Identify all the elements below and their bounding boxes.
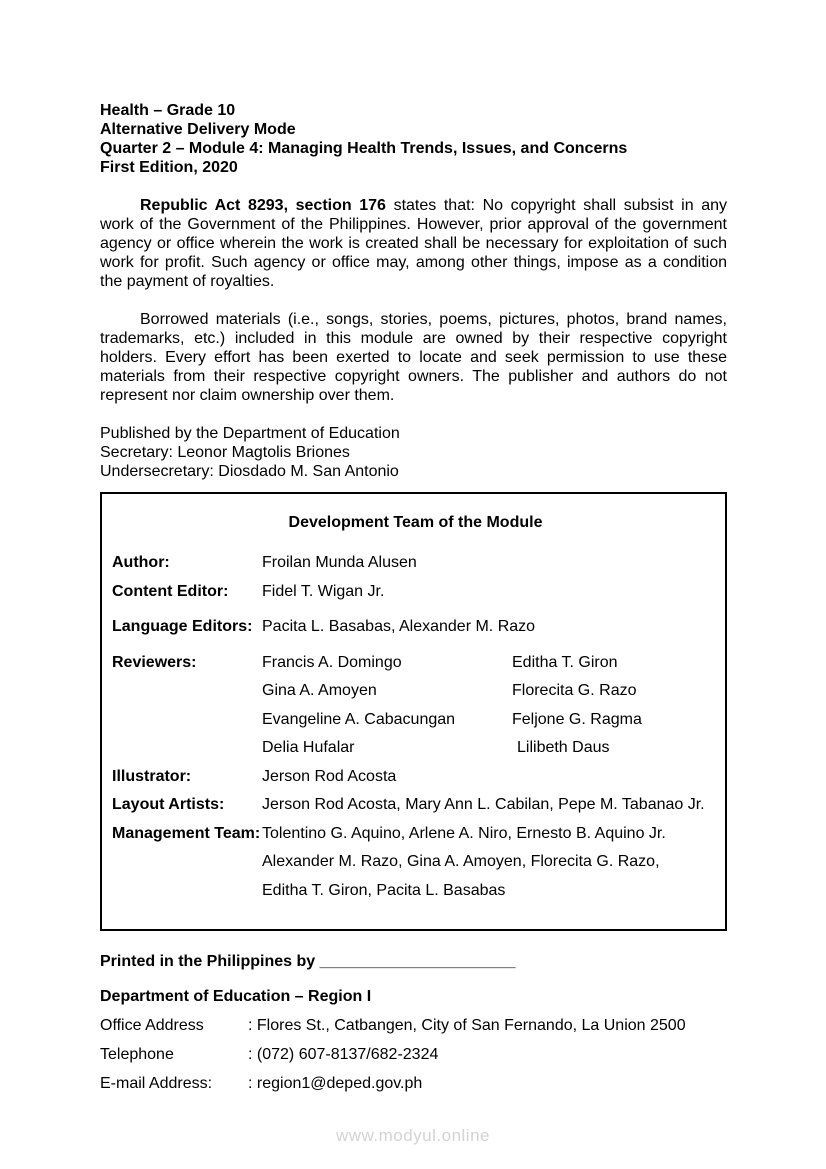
header-module-title-line: Quarter 2 – Module 4: Managing Health Trends, Issues, and Concerns bbox=[100, 140, 628, 157]
management-team-line: Tolentino G. Aquino, Arlene A. Niro, Ernesto B. Aquino Jr. bbox=[262, 824, 666, 842]
team-row-value: Jerson Rod Acosta bbox=[262, 767, 397, 785]
team-row-value: Froilan Munda Alusen bbox=[262, 554, 417, 571]
reviewer-name: Evangeline A. Cabacungan bbox=[262, 710, 456, 728]
copyright-paragraph bbox=[100, 196, 727, 291]
management-team-line: Alexander M. Razo, Gina A. Amoyen, Florecita G. Razo, bbox=[262, 853, 660, 870]
team-row-illustrator bbox=[112, 763, 719, 792]
watermark-text: www.modyul.online bbox=[335, 1126, 490, 1145]
team-row-content-editor bbox=[112, 578, 719, 607]
management-team-line: Editha T. Giron, Pacita L. Basabas bbox=[262, 881, 506, 899]
printed-blank-line: ______________________ bbox=[319, 953, 516, 970]
team-row-value bbox=[262, 820, 719, 906]
team-row-value: Fidel T. Wigan Jr. bbox=[262, 582, 385, 600]
development-team-title: Development Team of the Module bbox=[288, 514, 543, 531]
team-row-language-editors bbox=[112, 613, 719, 642]
team-row-label: Author: bbox=[112, 554, 170, 571]
contact-value: : (072) 607-8137/682-2324 bbox=[248, 1046, 439, 1063]
team-row-label: Language Editors: bbox=[112, 618, 253, 635]
team-row-label: Layout Artists: bbox=[112, 796, 225, 813]
header-delivery-mode-line: Alternative Delivery Mode bbox=[100, 121, 296, 138]
region-office-title: Department of Education – Region I bbox=[100, 988, 372, 1005]
contact-row-telephone bbox=[100, 1045, 727, 1064]
team-row-value: Jerson Rod Acosta, Mary Ann L. Cabilan, Pepe M. Tabanao Jr. bbox=[262, 796, 705, 813]
copyright-paragraph-lead: Republic Act 8293, section 176 bbox=[140, 197, 386, 214]
reviewers-column-2 bbox=[512, 649, 642, 763]
contact-label: Telephone bbox=[100, 1046, 174, 1063]
contact-label: E-mail Address: bbox=[100, 1075, 213, 1092]
team-row-label: Illustrator: bbox=[112, 767, 192, 785]
document-page bbox=[100, 101, 727, 1093]
undersecretary-line: Undersecretary: Diosdado M. San Antonio bbox=[100, 463, 399, 480]
reviewer-name: Florecita G. Razo bbox=[512, 682, 637, 699]
borrowed-materials-paragraph bbox=[100, 310, 727, 405]
team-row-label: Content Editor: bbox=[112, 582, 229, 600]
header-subject-line: Health – Grade 10 bbox=[100, 102, 236, 119]
reviewer-name: Delia Hufalar bbox=[262, 739, 355, 756]
reviewer-name: Francis A. Domingo bbox=[262, 653, 402, 671]
borrowed-materials-text: Borrowed materials (i.e., songs, stories, poems, pictures, photos, brand names, trademarks, etc.) included in this module are owned by their respective copyright holders. Every effort has been exerted to locate and seek permission to use these materials from their respective copyright owners. The publisher and authors do not represent nor claim ownership over them. bbox=[100, 311, 727, 404]
header-edition-line: First Edition, 2020 bbox=[100, 159, 238, 176]
team-row-author bbox=[112, 549, 719, 578]
printed-in-philippines-text: Printed in the Philippines by bbox=[100, 953, 320, 970]
team-row-value: Pacita L. Basabas, Alexander M. Razo bbox=[262, 618, 536, 635]
development-team-box bbox=[100, 492, 727, 931]
reviewer-name: Feljone G. Ragma bbox=[512, 710, 642, 728]
reviewer-name: Lilibeth Daus bbox=[517, 739, 610, 756]
reviewers-column-1 bbox=[262, 649, 512, 763]
team-row-layout-artists bbox=[112, 791, 719, 820]
contact-row-email bbox=[100, 1074, 727, 1093]
reviewers-columns bbox=[262, 649, 719, 763]
reviewer-name: Gina A. Amoyen bbox=[262, 682, 377, 699]
secretary-line: Secretary: Leonor Magtolis Briones bbox=[100, 444, 350, 461]
published-by-line: Published by the Department of Education bbox=[100, 425, 400, 442]
printed-in-philippines-line bbox=[100, 952, 727, 971]
reviewer-name: Editha T. Giron bbox=[512, 653, 618, 671]
contact-label: Office Address bbox=[100, 1017, 204, 1034]
copyright-paragraph-text: states that: No copyright shall subsist in any work of the Government of the Philippines. However, prior approval of the government agency or office wherein the work is created shall be necessary for exploitation of such work for profit. Such agency or office may, among other things, impose as a condition the payment of royalties. bbox=[100, 197, 727, 290]
publisher-block bbox=[100, 424, 727, 481]
module-header bbox=[100, 101, 727, 177]
team-row-label: Management Team: bbox=[112, 824, 261, 842]
contact-row-office-address bbox=[100, 1016, 727, 1035]
team-row-label: Reviewers: bbox=[112, 653, 197, 671]
team-row-management-team bbox=[112, 820, 719, 906]
team-row-reviewers bbox=[112, 649, 719, 763]
contact-value: : Flores St., Catbangen, City of San Fernando, La Union 2500 bbox=[248, 1017, 686, 1034]
contact-value: : region1@deped.gov.ph bbox=[248, 1075, 423, 1092]
